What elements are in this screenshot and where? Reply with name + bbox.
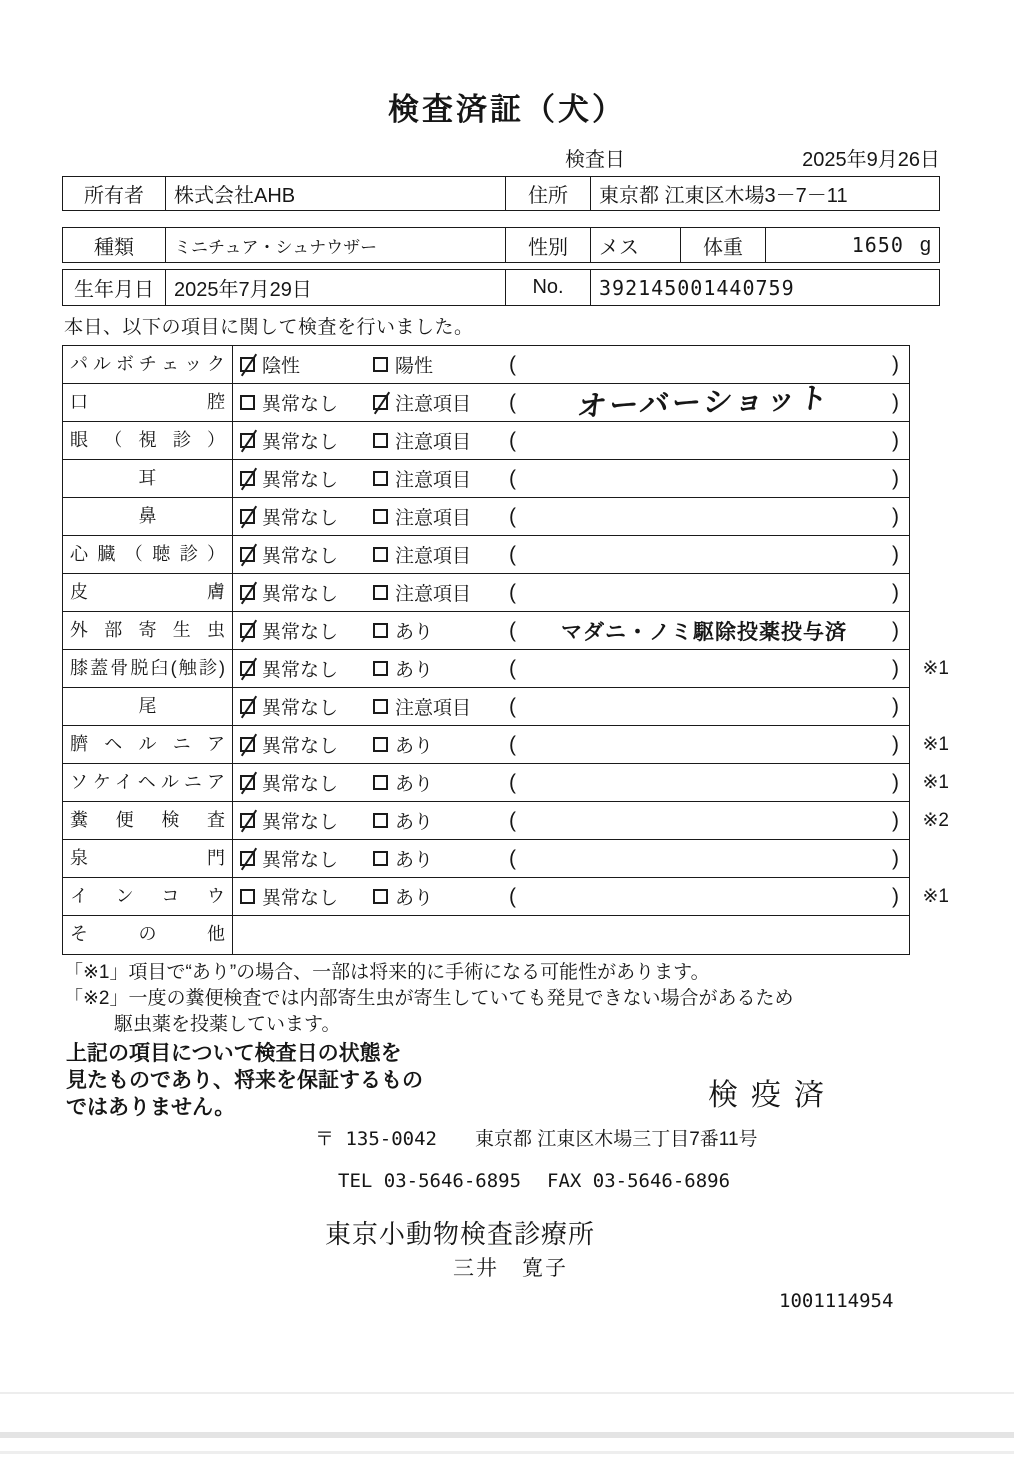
row-opt2 — [366, 802, 499, 839]
paren-text: マダニ・ノミ駆除投薬投与済 — [561, 620, 847, 644]
opt2-label: 陽性 — [395, 356, 434, 377]
paren-open: ( — [509, 656, 516, 680]
paren-open: ( — [509, 884, 516, 908]
opt1-label: 陰性 — [262, 356, 301, 377]
row-label: 耳 — [63, 460, 233, 497]
row-opt1 — [233, 574, 366, 611]
id-value: 392145001440759 — [599, 275, 795, 300]
intro-text: 本日、以下の項目に関して検査を行いました。 — [64, 317, 474, 338]
paren-open: ( — [509, 846, 516, 870]
inspection-row — [63, 422, 909, 460]
inspection-row — [63, 916, 909, 954]
inspection-row — [63, 384, 909, 422]
checkbox-icon — [373, 585, 388, 600]
row-note: ※2 — [922, 810, 949, 831]
sex-value: メス — [591, 228, 681, 262]
document-title: 検査済証（犬） — [388, 92, 626, 127]
checkbox-icon — [373, 699, 388, 714]
row-label: 鼻 — [63, 498, 233, 535]
postal-code: 〒 135-0042 — [315, 1128, 437, 1150]
inspection-row — [63, 536, 909, 574]
footnote-2-cont: 駆虫薬を投薬しています。 — [114, 1014, 341, 1035]
paren-close: ) — [892, 884, 899, 908]
inspection-row — [63, 802, 949, 840]
checkbox-icon — [240, 623, 255, 638]
row-label: 口腔 — [63, 384, 233, 421]
checkbox-icon — [373, 851, 388, 866]
inspection-table — [62, 345, 949, 955]
inspection-row — [63, 650, 949, 688]
row-opt1 — [233, 840, 366, 877]
inspection-row — [63, 612, 909, 650]
checkbox-icon — [373, 395, 388, 410]
row-paren — [499, 802, 909, 839]
row-note: ※1 — [922, 658, 949, 679]
quarantine-stamp: 検疫済 — [708, 1079, 837, 1112]
clinic-fax: FAX 03-5646-6896 — [547, 1170, 731, 1192]
paren-close: ) — [892, 694, 899, 718]
inspection-row — [63, 840, 909, 878]
row-paren — [499, 726, 909, 763]
birthdate-value: 2025年7月29日 — [166, 270, 506, 305]
paren-close: ) — [892, 428, 899, 452]
row-paren — [499, 650, 909, 687]
paren-close: ) — [892, 504, 899, 528]
row-label: 眼（視診） — [63, 422, 233, 459]
row-note: ※1 — [922, 772, 949, 793]
opt2-label: 注意項目 — [395, 432, 472, 453]
row-opt2 — [366, 384, 499, 421]
opt1-label: 異常なし — [262, 432, 339, 453]
row-opt1 — [233, 726, 366, 763]
row-paren — [499, 764, 909, 801]
row-opt2 — [366, 536, 499, 573]
opt1-label: 異常なし — [262, 812, 339, 833]
paren-open: ( — [509, 770, 516, 794]
weight-label: 体重 — [681, 228, 766, 262]
paren-open: ( — [509, 808, 516, 832]
row-opt1 — [233, 384, 366, 421]
id-label: No. — [506, 270, 591, 305]
row-paren — [499, 840, 909, 877]
inspection-row — [63, 574, 909, 612]
row-label: インコウ — [63, 878, 233, 915]
checkbox-icon — [373, 433, 388, 448]
opt1-label: 異常なし — [262, 850, 339, 871]
row-label: ソケイヘルニア — [63, 764, 233, 801]
paren-open: ( — [509, 504, 516, 528]
row-label: 外部寄生虫 — [63, 612, 233, 649]
row-opt1 — [233, 688, 366, 725]
paren-close: ) — [892, 352, 899, 376]
paren-text: オーバーショット — [575, 382, 833, 424]
opt2-label: あり — [395, 888, 434, 909]
veterinarian-name: 三井 寛子 — [453, 1257, 568, 1280]
checkbox-icon — [373, 661, 388, 676]
inspection-date-row — [565, 143, 940, 172]
paren-close: ) — [892, 466, 899, 490]
checkbox-icon — [373, 623, 388, 638]
row-label: パルボチェック — [63, 346, 233, 383]
checkbox-icon — [240, 661, 255, 676]
serial-number: 1001114954 — [779, 1290, 894, 1312]
inspection-row — [63, 688, 909, 726]
opt1-label: 異常なし — [262, 774, 339, 795]
opt2-label: 注意項目 — [395, 584, 472, 605]
row-opt1 — [233, 536, 366, 573]
checkbox-icon — [373, 547, 388, 562]
opt1-label: 異常なし — [262, 736, 339, 757]
row-label: 膝蓋骨脱臼(触診) — [63, 650, 233, 687]
clinic-postal-row — [315, 1124, 758, 1151]
weight-unit: g — [919, 233, 931, 256]
paren-close: ) — [892, 542, 899, 566]
checkbox-icon — [240, 509, 255, 524]
birth-table — [62, 269, 940, 306]
weight-value-cell — [766, 228, 939, 262]
owner-label: 所有者 — [63, 177, 166, 210]
inspection-row — [63, 878, 949, 916]
inspection-row — [63, 764, 949, 802]
opt2-label: あり — [395, 622, 434, 643]
row-opt1 — [233, 612, 366, 649]
opt1-label: 異常なし — [262, 584, 339, 605]
footnote-2: 「※2」一度の糞便検査では内部寄生虫が寄生していても発見できない場合があるため — [64, 988, 794, 1009]
row-note: ※1 — [922, 734, 949, 755]
checkbox-icon — [373, 471, 388, 486]
opt2-label: あり — [395, 812, 434, 833]
row-paren — [499, 498, 909, 535]
clinic-address: 東京都 江東区木場三丁目7番11号 — [474, 1129, 758, 1150]
checkbox-icon — [240, 471, 255, 486]
row-label: 糞便検査 — [63, 802, 233, 839]
scan-artifact — [0, 1432, 1014, 1438]
row-opt2 — [366, 726, 499, 763]
footnote-1: 「※1」項目で“あり”の場合、一部は将来的に手術になる可能性があります。 — [64, 962, 710, 983]
row-label: 尾 — [63, 688, 233, 725]
sex-label: 性別 — [506, 228, 591, 262]
weight-value: 1650 — [851, 233, 904, 257]
checkbox-icon — [240, 737, 255, 752]
opt1-label: 異常なし — [262, 394, 339, 415]
row-opt2 — [366, 878, 499, 915]
row-label: 心臓（聴診） — [63, 536, 233, 573]
opt2-label: 注意項目 — [395, 546, 472, 567]
row-label: 皮膚 — [63, 574, 233, 611]
scan-artifact — [0, 1451, 1014, 1454]
opt1-label: 異常なし — [262, 546, 339, 567]
disclaimer-text — [66, 1040, 423, 1121]
paren-open: ( — [509, 466, 516, 490]
row-paren — [499, 612, 909, 649]
opt2-label: あり — [395, 660, 434, 681]
owner-value: 株式会社AHB — [166, 177, 506, 210]
paren-open: ( — [509, 618, 516, 642]
row-opt2 — [366, 612, 499, 649]
paren-close: ) — [892, 732, 899, 756]
row-opt2 — [366, 764, 499, 801]
checkbox-icon — [240, 813, 255, 828]
paren-open: ( — [509, 580, 516, 604]
paren-close: ) — [892, 770, 899, 794]
checkbox-icon — [240, 585, 255, 600]
row-paren — [499, 536, 909, 573]
paren-close: ) — [892, 808, 899, 832]
opt2-label: 注意項目 — [395, 394, 472, 415]
checkbox-icon — [240, 775, 255, 790]
address-label: 住所 — [506, 177, 591, 210]
paren-open: ( — [509, 390, 516, 414]
row-opt1 — [233, 878, 366, 915]
opt1-label: 異常なし — [262, 508, 339, 529]
row-opt2 — [366, 460, 499, 497]
inspection-row — [63, 726, 949, 764]
checkbox-icon — [373, 889, 388, 904]
checkbox-icon — [240, 547, 255, 562]
breed-value: ミニチュア・シュナウザー — [166, 228, 506, 262]
row-opt1 — [233, 650, 366, 687]
paren-open: ( — [509, 428, 516, 452]
inspection-row — [63, 498, 909, 536]
opt1-label: 異常なし — [262, 470, 339, 491]
row-opt2 — [366, 346, 499, 383]
paren-open: ( — [509, 542, 516, 566]
paren-close: ) — [892, 390, 899, 414]
scan-artifact — [0, 1392, 1014, 1394]
opt1-label: 異常なし — [262, 698, 339, 719]
paren-close: ) — [892, 580, 899, 604]
row-paren — [499, 878, 909, 915]
row-label: 臍ヘルニア — [63, 726, 233, 763]
clinic-telfax-row — [338, 1170, 730, 1192]
breed-table — [62, 227, 940, 263]
disclaimer-line-1: 上記の項目について検査日の状態を — [66, 1042, 402, 1065]
row-paren — [499, 688, 909, 725]
checkbox-icon — [240, 357, 255, 372]
checkbox-icon — [373, 813, 388, 828]
row-opt1 — [233, 346, 366, 383]
checkbox-icon — [240, 889, 255, 904]
row-paren — [499, 460, 909, 497]
breed-label: 種類 — [63, 228, 166, 262]
paren-open: ( — [509, 732, 516, 756]
opt2-label: あり — [395, 850, 434, 871]
row-opt1 — [233, 422, 366, 459]
row-opt2 — [366, 574, 499, 611]
paren-close: ) — [892, 656, 899, 680]
row-paren — [499, 382, 909, 424]
opt1-label: 異常なし — [262, 622, 339, 643]
checkbox-icon — [373, 509, 388, 524]
inspection-row — [63, 460, 909, 498]
row-label: 泉門 — [63, 840, 233, 877]
row-opt2 — [366, 422, 499, 459]
checkbox-icon — [373, 357, 388, 372]
checkbox-icon — [240, 699, 255, 714]
inspection-date-value: 2025年9月26日 — [802, 149, 940, 171]
opt2-label: あり — [395, 774, 434, 795]
opt2-label: 注意項目 — [395, 698, 472, 719]
disclaimer-line-3: ではありません。 — [66, 1096, 236, 1119]
inspection-date-label: 検査日 — [565, 149, 625, 171]
clinic-name: 東京小動物検査診療所 — [325, 1219, 596, 1249]
birthdate-label: 生年月日 — [63, 270, 166, 305]
checkbox-icon — [240, 851, 255, 866]
row-opt2 — [366, 650, 499, 687]
paren-open: ( — [509, 352, 516, 376]
opt2-label: 注意項目 — [395, 470, 472, 491]
opt1-label: 異常なし — [262, 660, 339, 681]
checkbox-icon — [240, 395, 255, 410]
row-label: その他 — [63, 916, 233, 954]
checkbox-icon — [373, 775, 388, 790]
row-opt1 — [233, 498, 366, 535]
row-opt2 — [366, 688, 499, 725]
row-opt1 — [233, 460, 366, 497]
row-opt1 — [233, 802, 366, 839]
owner-table — [62, 176, 940, 211]
paren-open: ( — [509, 694, 516, 718]
checkbox-icon — [240, 433, 255, 448]
address-value: 東京都 江東区木場3－7－11 — [599, 185, 848, 207]
clinic-tel: TEL 03-5646-6895 — [338, 1170, 522, 1192]
row-note: ※1 — [922, 886, 949, 907]
opt1-label: 異常なし — [262, 888, 339, 909]
paren-close: ) — [892, 846, 899, 870]
opt2-label: 注意項目 — [395, 508, 472, 529]
row-opt2 — [366, 498, 499, 535]
opt2-label: あり — [395, 736, 434, 757]
disclaimer-line-2: 見たものであり、将来を保証するもの — [66, 1069, 423, 1092]
row-opt2 — [366, 840, 499, 877]
row-opt1 — [233, 764, 366, 801]
paren-close: ) — [892, 618, 899, 642]
checkbox-icon — [373, 737, 388, 752]
footnotes — [64, 960, 794, 1038]
row-paren — [499, 574, 909, 611]
row-paren — [499, 422, 909, 459]
